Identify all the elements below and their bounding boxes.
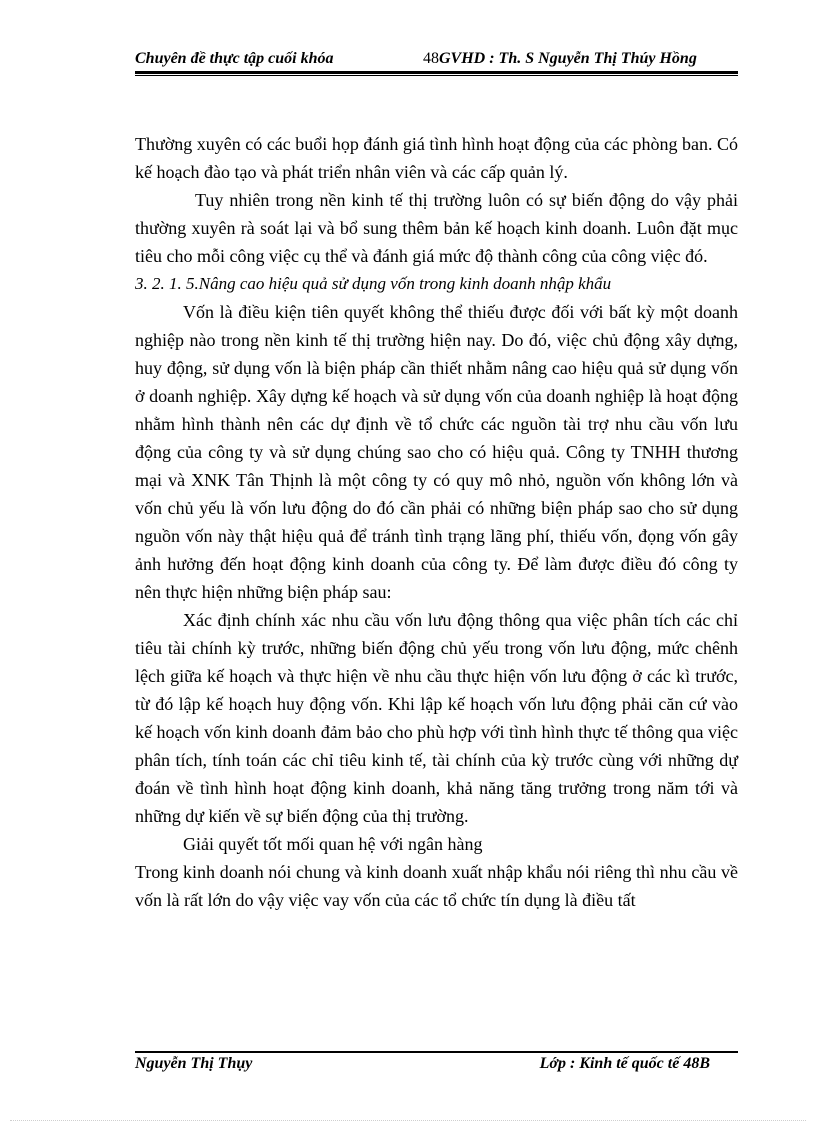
- header-rule-thin: [135, 75, 738, 76]
- paragraph-3: Vốn là điều kiện tiên quyết không thể thiếu được đối với bất kỳ một doanh nghiệp nào trong nền kinh tế thị trường hiện nay. Do đó, việc chủ động xây dựng, huy động, sử dụng vốn là biện pháp cần thiết nhằm nâng cao hiệu quả sử dụng vốn ở doanh nghiệp. Xây dựng kế hoạch và sử dụng vốn của doanh nghiệp là hoạt động nhằm hình thành nên các dự định về tổ chức các nguồn tài trợ nhu cầu vốn lưu động của công ty và sử dụng chúng sao cho có hiệu quả. Công ty TNHH thương mại và XNK Tân Thịnh là một công ty có quy mô nhỏ, nguồn vốn không lớn và vốn chủ yếu là vốn lưu động do đó cần phải có những biện pháp sao cho sử dụng nguồn vốn này thật hiệu quả để tránh tình trạng lãng phí, thiếu vốn, đọng vốn gây ảnh hưởng đến hoạt động kinh doanh của công ty. Để làm được điều đó công ty nên thực hiện những biện pháp sau:: [135, 302, 738, 602]
- document-body: [135, 130, 738, 914]
- paragraph-5: Giải quyết tốt mối quan hệ với ngân hàng: [183, 834, 483, 854]
- footer-rule: [135, 1051, 738, 1053]
- header-advisor: [423, 50, 697, 68]
- footer-author: Nguyễn Thị Thụy: [135, 1055, 253, 1072]
- paragraph-1: Thường xuyên có các buổi họp đánh giá tình hình hoạt động của các phòng ban. Có kế hoạch đào tạo và phát triển nhân viên và các cấp quản lý.: [135, 134, 738, 182]
- header-advisor-name: GVHD : Th. S Nguyễn Thị Thúy Hồng: [439, 50, 697, 67]
- page-edge-dotted-line: [10, 1120, 806, 1121]
- page-header: [135, 46, 738, 74]
- page-footer: [135, 1055, 738, 1079]
- header-rule: [135, 71, 738, 74]
- paragraph-2: Tuy nhiên trong nền kinh tế thị trường luôn có sự biến động do vậy phải thường xuyên rà soát lại và bổ sung thêm bản kế hoạch kinh doanh. Luôn đặt mục tiêu cho mỗi công việc cụ thể và đánh giá mức độ thành công của công việc đó.: [135, 190, 738, 266]
- section-heading: 3. 2. 1. 5.Nâng cao hiệu quả sử dụng vốn trong kinh doanh nhập khẩu: [135, 274, 612, 293]
- paragraph-6: Trong kinh doanh nói chung và kinh doanh xuất nhập khẩu nói riêng thì nhu cầu về vốn là rất lớn do vậy việc vay vốn của các tổ chức tín dụng là điều tất: [135, 862, 738, 910]
- page-number: 48: [423, 50, 439, 67]
- paragraph-4: Xác định chính xác nhu cầu vốn lưu động thông qua việc phân tích các chỉ tiêu tài chính kỳ trước, những biến động chủ yếu trong vốn lưu động, mức chênh lệch giữa kế hoạch và thực hiện về nhu cầu thực hiện vốn lưu động ở các kì trước, từ đó lập kế hoạch huy động vốn. Khi lập kế hoạch vốn lưu động phải căn cứ vào kế hoạch vốn kinh doanh đảm bảo cho phù hợp với tình hình thực tế thông qua việc phân tích, tính toán các chỉ tiêu kinh tế, tài chính của kỳ trước cùng với những dự đoán về tình hình hoạt động kinh doanh, khả năng tăng trưởng trong năm tới và những dự kiến về sự biến động của thị trường.: [135, 610, 738, 826]
- header-title: Chuyên đề thực tập cuối khóa: [135, 50, 334, 67]
- footer-class: Lớp : Kinh tế quốc tế 48B: [539, 1055, 710, 1072]
